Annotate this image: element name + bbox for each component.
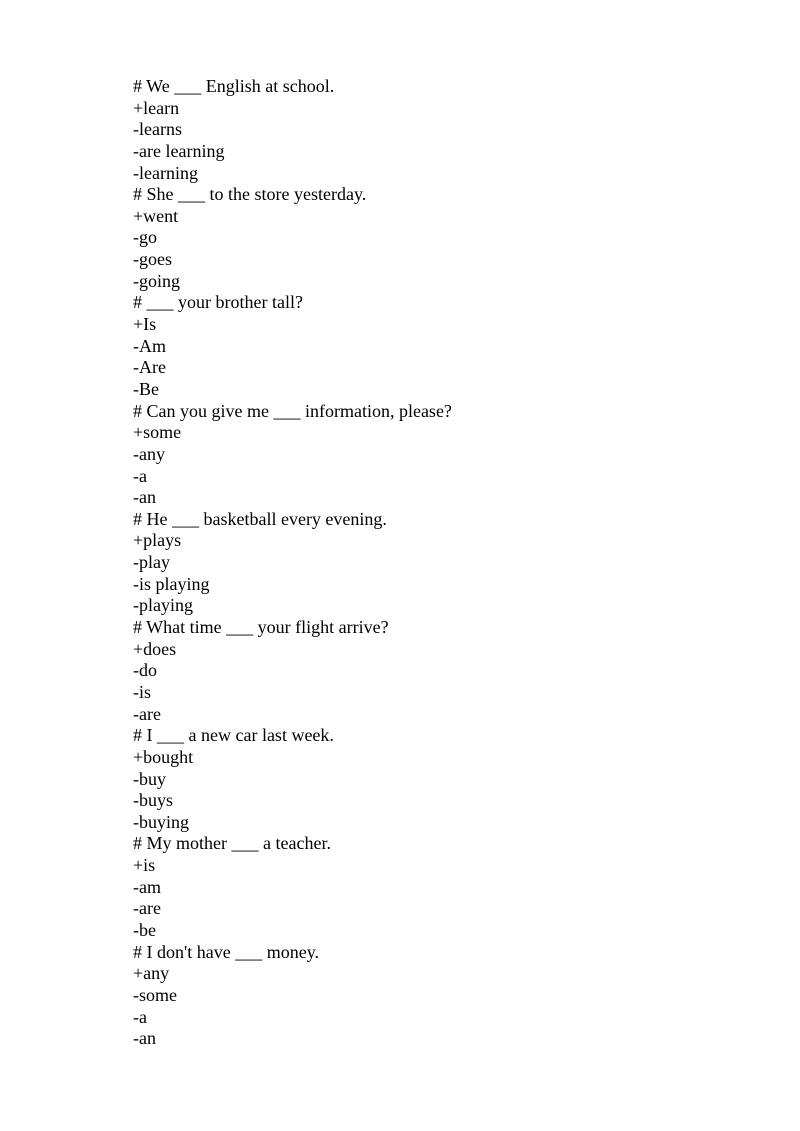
answer-option: -go	[133, 227, 157, 248]
answer-option: -is playing	[133, 573, 210, 594]
answer-option-correct: +plays	[133, 530, 182, 551]
question-prompt: # My mother ___ a teacher.	[133, 833, 331, 854]
question-prompt: # I ___ a new car last week.	[133, 725, 334, 746]
answer-option: -is	[133, 681, 151, 702]
answer-option: -buy	[133, 768, 166, 789]
answer-option: -a	[133, 465, 147, 486]
question-block	[133, 401, 452, 509]
answer-option-correct: +Is	[133, 314, 157, 335]
answer-option-correct: +does	[133, 638, 177, 659]
question-prompt: # She ___ to the store yesterday.	[133, 184, 367, 205]
answer-option-correct: +is	[133, 855, 156, 876]
question-block	[133, 833, 452, 941]
answer-option: -Be	[133, 378, 159, 399]
question-prompt: # I don't have ___ money.	[133, 941, 320, 962]
question-prompt: # ___ your brother tall?	[133, 292, 303, 313]
answer-option: -buys	[133, 790, 173, 811]
question-block	[133, 184, 452, 292]
answer-option-correct: +any	[133, 963, 170, 984]
question-prompt: # He ___ basketball every evening.	[133, 508, 387, 529]
answer-option: -are	[133, 703, 161, 724]
question-block	[133, 292, 452, 400]
question-block	[133, 509, 452, 617]
question-block	[133, 725, 452, 833]
answer-option: -be	[133, 919, 156, 940]
quiz-text	[133, 76, 452, 1050]
answer-option: -play	[133, 552, 170, 573]
answer-option: -are learning	[133, 140, 225, 161]
answer-option: -Are	[133, 357, 166, 378]
answer-option: -Am	[133, 335, 166, 356]
answer-option: -learning	[133, 162, 198, 183]
answer-option: -buying	[133, 811, 189, 832]
answer-option: -are	[133, 898, 161, 919]
answer-option-correct: +some	[133, 422, 182, 443]
question-block	[133, 76, 452, 184]
question-block	[133, 617, 452, 725]
answer-option: -an	[133, 487, 156, 508]
answer-option: -am	[133, 876, 161, 897]
answer-option: -an	[133, 1028, 156, 1049]
question-prompt: # What time ___ your flight arrive?	[133, 617, 389, 638]
answer-option: -some	[133, 984, 177, 1005]
question-block	[133, 942, 452, 1050]
answer-option: -do	[133, 660, 157, 681]
answer-option: -learns	[133, 119, 182, 140]
answer-option: -a	[133, 1006, 147, 1027]
question-prompt: # We ___ English at school.	[133, 76, 335, 96]
answer-option: -going	[133, 270, 180, 291]
question-prompt: # Can you give me ___ information, please?	[133, 400, 452, 421]
answer-option: -any	[133, 443, 165, 464]
answer-option-correct: +went	[133, 205, 179, 226]
answer-option-correct: +learn	[133, 97, 180, 118]
answer-option: -playing	[133, 595, 193, 616]
answer-option: -goes	[133, 249, 172, 270]
answer-option-correct: +bought	[133, 746, 194, 767]
